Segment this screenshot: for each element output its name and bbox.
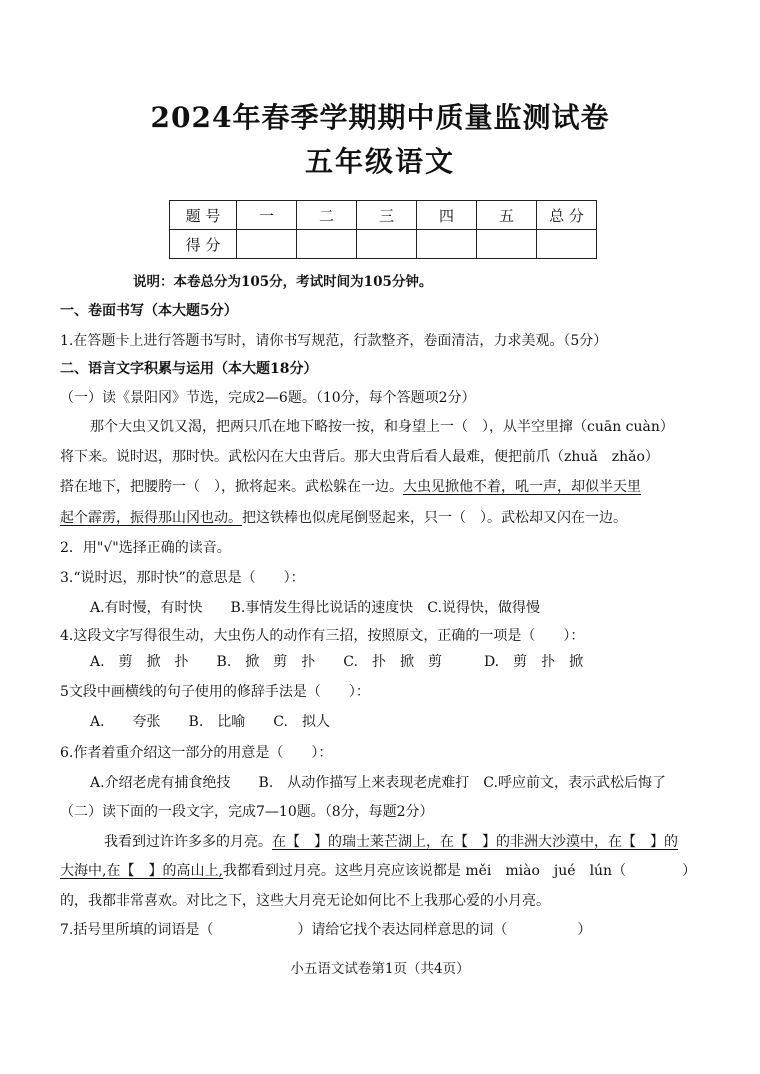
question-3: 3.“说时迟，那时快”的意思是（ ）： [60,570,305,586]
exam-instructions: 说明：本卷总分为105分，考试时间为105分钟。 [133,274,433,290]
section-heading-2: 二、语言文字积累与运用（本大题18分） [60,361,318,377]
score-cell: 得 分 [170,230,237,259]
score-cell: 题 号 [170,201,237,230]
question-5-options: A. 夸张 B. 比喻 C. 拟人 [90,714,330,730]
passage-text: 我都看到过月亮。这些月亮应该说都是 měi miào jué lún（ ） [222,863,697,879]
passage-line: 将下来。说时迟，那时快。武松闪在大虫背后。那大虫背后看人最难，便把前爪（zhuǎ zhǎo） [60,449,659,465]
score-cell: 四 [417,201,477,230]
underlined-sentence: 大海中,在【 】的高山上, [60,863,223,879]
score-cell [537,230,597,259]
score-cell [297,230,357,259]
passage-line [60,860,696,880]
score-table-header-row [170,201,597,230]
passage-text: 我看到过许许多多的月亮。 [104,834,272,850]
question-1: 1.在答题卡上进行答题书写时，请你书写规范，行款整齐，卷面清洁，力求美观。（5分） [60,333,608,349]
question-5: 5文段中画横线的句子使用的修辞手法是（ ）： [60,684,370,700]
question-4-options: A. 剪 掀 扑 B. 掀 剪 扑 C. 扑 掀 剪 D. 剪 扑 掀 [90,654,584,670]
score-cell [357,230,417,259]
score-cell: 三 [357,201,417,230]
passage-line [60,476,641,496]
question-2: 2．用"√"选择正确的读音。 [60,540,231,556]
score-cell [477,230,537,259]
question-6: 6.作者着重介绍这一部分的用意是（ ）： [60,745,333,761]
page-footer: 小五语文试卷第1页（共4页） [290,961,470,977]
reading-instructions-2: （二）读下面的一段文字，完成7—10题。（8分，每题2分） [60,804,434,820]
underlined-sentence: 在【 】的瑞士莱芒湖上，在【 】的非洲大沙漠中，在【 】的 [272,834,678,850]
score-cell [417,230,477,259]
exam-subtitle: 五年级语文 [304,145,455,178]
question-7: 7.括号里所填的词语是（ ）请给它找个表达同样意思的词（ ） [60,922,592,938]
passage-line [104,831,678,851]
passage-line: 那个大虫又饥又渴，把两只爪在地下略按一按，和身望上一（ ），从半空里撺（cuān cuàn） [90,419,674,435]
section-heading-1: 一、卷面书写（本大题5分） [60,303,238,319]
score-cell [237,230,297,259]
question-6-options: A.介绍老虎有捕食绝技 B. 从动作描写上来表现老虎难打 C.呼应前文，表示武松后悔了 [90,775,666,791]
score-table [169,200,597,259]
underlined-sentence: 起个霹雳，振得那山冈也动。 [60,510,242,526]
exam-title: 2024年春季学期期中质量监测试卷 [150,101,610,134]
reading-instructions-1: （一）读《景阳冈》节选，完成2—6题。（10分，每个答题项2分） [60,390,476,406]
passage-line [60,507,627,527]
question-4: 4.这段文字写得很生动，大虫伤人的动作有三招，按照原文，正确的一项是（ ）： [60,628,585,644]
passage-text: 把这铁棒也似虎尾倒竖起来，只一（ ）。武松却又闪在一边。 [242,510,627,526]
passage-line: 的，我都非常喜欢。对比之下，这些大月亮无论如何比不上我那心爱的小月亮。 [60,893,550,909]
passage-text: 搭在地下，把腰胯一（ ），掀将起来。武松躲在一边。 [60,479,403,495]
score-cell: 二 [297,201,357,230]
score-table-score-row [170,230,597,259]
question-3-options: A.有时慢，有时快 B.事情发生得比说话的速度快 C.说得快，做得慢 [90,600,540,616]
score-cell: 总 分 [537,201,597,230]
underlined-sentence: 大虫见掀他不着，吼一声，却似半天里 [403,479,641,495]
score-cell: 一 [237,201,297,230]
score-cell: 五 [477,201,537,230]
